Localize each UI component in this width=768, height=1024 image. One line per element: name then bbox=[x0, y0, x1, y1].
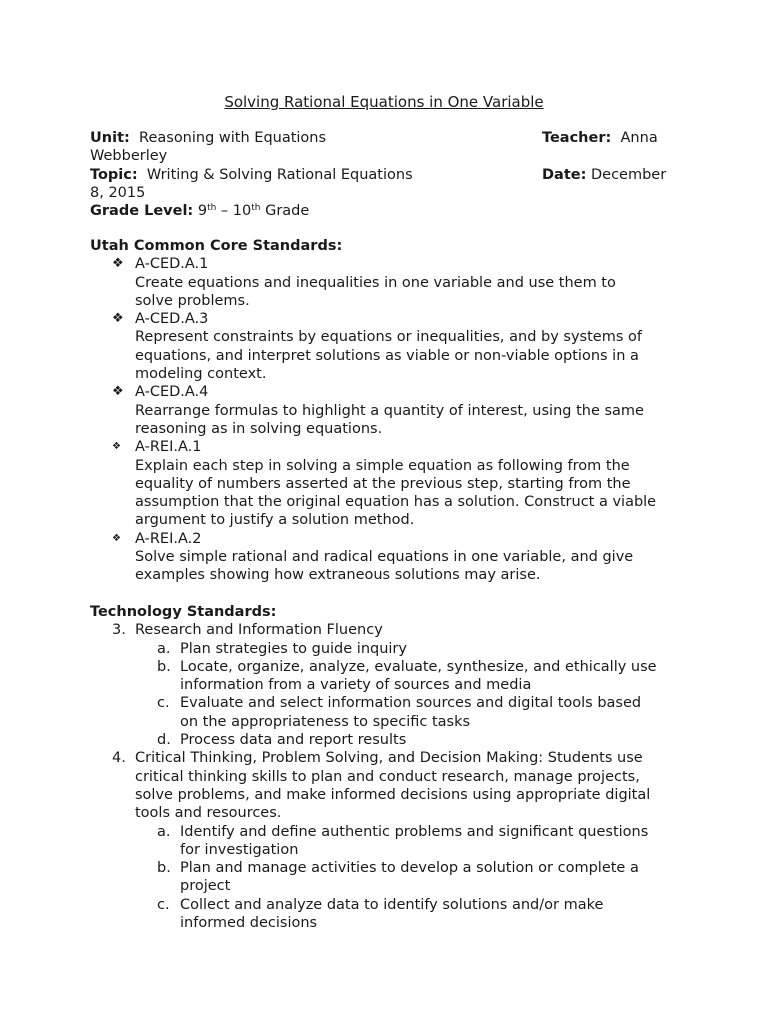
standard-text-line: reasoning as in solving equations. bbox=[135, 420, 383, 437]
grade-a: 9 bbox=[197, 203, 208, 220]
item-letter: b. bbox=[157, 860, 171, 877]
standard-text-line: equality of numbers asserted at the previous step, starting from the bbox=[135, 475, 631, 492]
item-letter: c. bbox=[157, 896, 170, 913]
standard-text-line: argument to justify a solution method. bbox=[135, 512, 415, 529]
item-text-line: Identify and define authentic problems and significant questions bbox=[180, 823, 649, 840]
numbered-item bbox=[90, 621, 690, 639]
item-text-line: solve problems, and make informed decisions using appropriate digital bbox=[135, 786, 651, 803]
topic-value: Writing & Solving Rational Equations bbox=[146, 166, 413, 183]
grade-dash: – 10 bbox=[216, 203, 252, 220]
item-text-line: information from a variety of sources and media bbox=[180, 677, 532, 694]
standard-text-line: Represent constraints by equations or inequalities, and by systems of bbox=[135, 329, 642, 346]
item-text-line: Locate, organize, analyze, evaluate, synthesize, and ethically use bbox=[180, 658, 657, 675]
grade-label: Grade Level: bbox=[90, 203, 194, 220]
standard-item bbox=[90, 255, 690, 310]
item-text-line: Research and Information Fluency bbox=[135, 622, 383, 639]
standard-text-line: equations, and interpret solutions as viable or non-viable options in a bbox=[135, 347, 639, 364]
diamond-bullet-icon: ❖ bbox=[112, 256, 124, 272]
unit-label: Unit: bbox=[90, 130, 130, 146]
item-text-line: on the appropriateness to specific tasks bbox=[180, 713, 471, 730]
standard-text-line: Create equations and inequalities in one variable and use them to bbox=[135, 274, 616, 291]
item-letter: d. bbox=[157, 732, 171, 749]
standard-code: A-CED.A.1 bbox=[135, 256, 209, 273]
unit-value: Reasoning with Equations bbox=[139, 130, 327, 146]
item-text-line: Process data and report results bbox=[180, 732, 407, 749]
teacher-label: Teacher: bbox=[542, 130, 612, 146]
document-title: Solving Rational Equations in One Variable bbox=[224, 93, 544, 111]
item-text-line: Plan strategies to guide inquiry bbox=[180, 640, 407, 657]
item-text-line: informed decisions bbox=[180, 915, 318, 932]
standard-text-line: assumption that the original equation has a solution. Construct a viable bbox=[135, 494, 657, 511]
standard-item bbox=[90, 530, 690, 585]
item-number: 4. bbox=[112, 750, 126, 767]
lettered-item bbox=[90, 731, 690, 749]
standard-item bbox=[90, 310, 690, 383]
item-text-line: Collect and analyze data to identify solutions and/or make bbox=[180, 896, 604, 913]
item-letter: a. bbox=[157, 823, 171, 840]
technology-standards-section bbox=[90, 603, 690, 932]
diamond-bullet-icon: ❖ bbox=[112, 311, 124, 327]
standard-text-line: Solve simple rational and radical equations in one variable, and give bbox=[135, 549, 634, 566]
standard-text-line: Rearrange formulas to highlight a quantity of interest, using the same bbox=[135, 402, 644, 419]
date-label: Date: bbox=[542, 166, 587, 183]
item-letter: a. bbox=[157, 640, 171, 657]
item-text-line: Critical Thinking, Problem Solving, and Decision Making: Students use bbox=[135, 750, 643, 767]
item-letter: c. bbox=[157, 695, 170, 712]
item-text-line: Evaluate and select information sources and digital tools based bbox=[180, 695, 642, 712]
utah-standards-section bbox=[90, 237, 690, 585]
standard-text-line: Explain each step in solving a simple equation as following from the bbox=[135, 457, 630, 474]
lettered-item bbox=[90, 658, 690, 695]
unit-line bbox=[90, 129, 326, 147]
standard-item bbox=[90, 438, 690, 529]
item-text-line: Plan and manage activities to develop a solution or complete a bbox=[180, 860, 639, 877]
teacher-value: Anna bbox=[620, 130, 658, 146]
date-line bbox=[542, 166, 666, 184]
standard-text-line: modeling context. bbox=[135, 366, 267, 383]
lettered-item bbox=[90, 859, 690, 896]
grade-a-sup: th bbox=[207, 203, 217, 214]
standard-code: A-REI.A.1 bbox=[135, 439, 202, 456]
standard-code: A-CED.A.3 bbox=[135, 311, 209, 328]
date-wrap: 8, 2015 bbox=[90, 184, 146, 201]
standard-item bbox=[90, 383, 690, 438]
grade-tail: Grade bbox=[260, 203, 310, 220]
small-diamond-bullet-icon: ❖ bbox=[112, 532, 121, 544]
lettered-item bbox=[90, 823, 690, 860]
standard-text-line: examples showing how extraneous solutions may arise. bbox=[135, 567, 541, 584]
standard-text-line: solve problems. bbox=[135, 292, 250, 309]
item-number: 3. bbox=[112, 622, 126, 639]
date-value: December bbox=[591, 166, 667, 183]
item-letter: b. bbox=[157, 658, 171, 675]
item-text-line: tools and resources. bbox=[135, 805, 282, 822]
standard-code: A-REI.A.2 bbox=[135, 530, 202, 547]
teacher-line bbox=[542, 129, 658, 147]
item-text-line: critical thinking skills to plan and conduct research, manage projects, bbox=[135, 768, 640, 785]
lesson-header bbox=[90, 129, 690, 220]
topic-label: Topic: bbox=[90, 166, 138, 183]
diamond-bullet-icon: ❖ bbox=[112, 384, 124, 400]
lettered-item bbox=[90, 694, 690, 731]
tech-heading: Technology Standards: bbox=[90, 604, 277, 620]
item-text-line: for investigation bbox=[180, 841, 299, 858]
standard-code: A-CED.A.4 bbox=[135, 384, 209, 401]
topic-line bbox=[90, 166, 413, 184]
teacher-wrap: Webberley bbox=[90, 148, 168, 165]
numbered-item bbox=[90, 749, 690, 822]
grade-b-sup: th bbox=[251, 203, 261, 214]
utah-heading: Utah Common Core Standards: bbox=[90, 238, 343, 254]
grade-line bbox=[90, 202, 309, 220]
lettered-item bbox=[90, 896, 690, 933]
item-text-line: project bbox=[180, 878, 231, 895]
small-diamond-bullet-icon: ❖ bbox=[112, 441, 121, 453]
lettered-item bbox=[90, 640, 690, 658]
